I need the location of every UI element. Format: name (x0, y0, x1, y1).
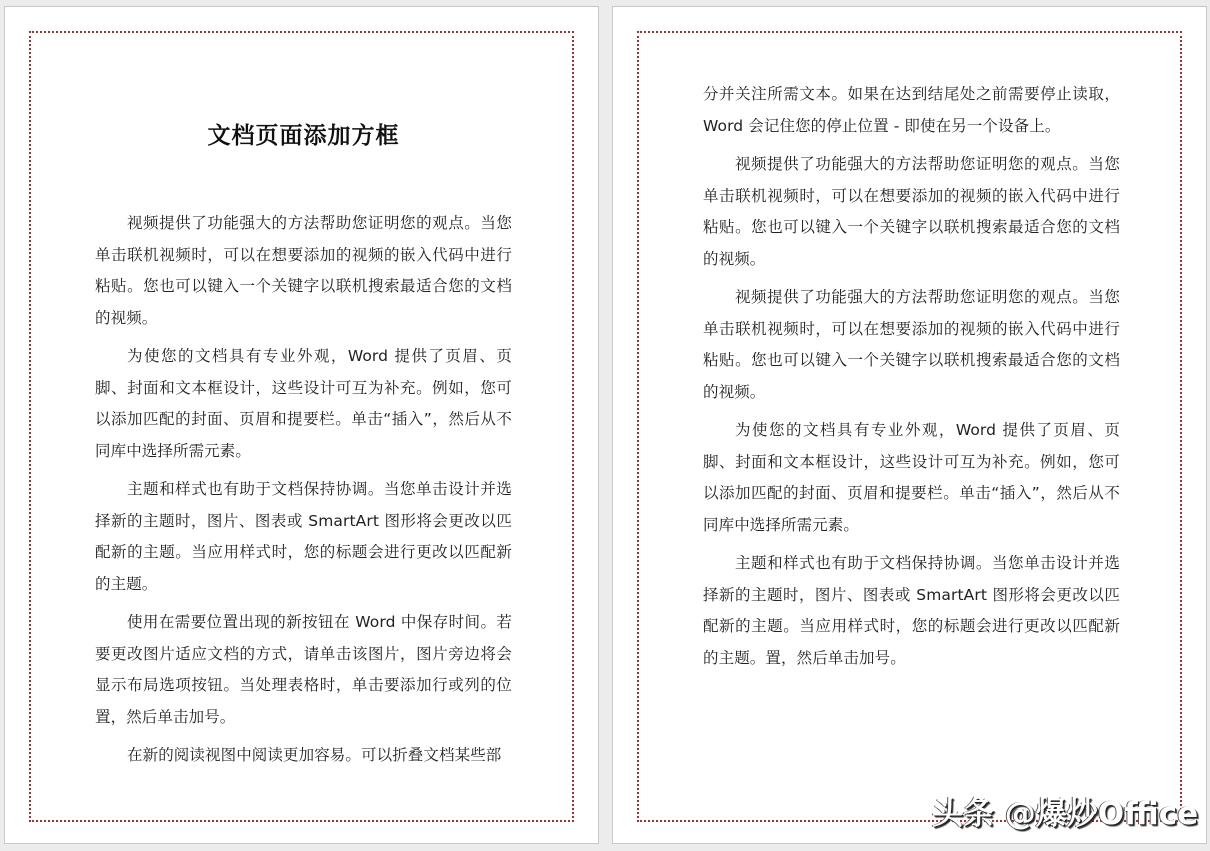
paragraph-continuation: 分并关注所需文本。如果在达到结尾处之前需要停止读取，Word 会记住您的停止位置 - 即使在另一个设备上。 (703, 85, 1120, 135)
paragraph: 视频提供了功能强大的方法帮助您证明您的观点。当您单击联机视频时，可以在想要添加的视频的嵌入代码中进行粘贴。您也可以键入一个关键字以联机搜索最适合您的文档的视频。 (95, 214, 512, 327)
paragraph: 视频提供了功能强大的方法帮助您证明您的观点。当您单击联机视频时，可以在想要添加的视频的嵌入代码中进行粘贴。您也可以键入一个关键字以联机搜索最适合您的文档的视频。 (703, 155, 1120, 268)
paragraph: 主题和样式也有助于文档保持协调。当您单击设计并选择新的主题时，图片、图表或 SmartArt 图形将会更改以匹配新的主题。当应用样式时，您的标题会进行更改以匹配新的主题。置，然后单击加号。 (703, 554, 1120, 667)
paragraph: 在新的阅读视图中阅读更加容易。可以折叠文档某些部 (127, 746, 502, 764)
page-2-content[interactable] (703, 79, 1120, 681)
paragraph: 为使您的文档具有专业外观，Word 提供了页眉、页脚、封面和文本框设计，这些设计可互为补充。例如，您可以添加匹配的封面、页眉和提要栏。单击“插入”，然后从不同库中选择所需元素。 (703, 421, 1120, 534)
document-page-1 (4, 6, 599, 844)
page-1-content[interactable] (95, 117, 512, 779)
watermark-text: 头条 @爆炒Office (932, 796, 1199, 832)
paragraph: 使用在需要位置出现的新按钮在 Word 中保存时间。若要更改图片适应文档的方式，请单击该图片，图片旁边将会显示布局选项按钮。当处理表格时，单击要添加行或列的位置，然后单击加号。 (95, 613, 512, 726)
paragraph: 主题和样式也有助于文档保持协调。当您单击设计并选择新的主题时，图片、图表或 SmartArt 图形将会更改以匹配新的主题。当应用样式时，您的标题会进行更改以匹配新的主题。 (95, 480, 512, 593)
paragraph: 视频提供了功能强大的方法帮助您证明您的观点。当您单击联机视频时，可以在想要添加的视频的嵌入代码中进行粘贴。您也可以键入一个关键字以联机搜索最适合您的文档的视频。 (703, 288, 1120, 401)
paragraph: 为使您的文档具有专业外观，Word 提供了页眉、页脚、封面和文本框设计，这些设计可互为补充。例如，您可以添加匹配的封面、页眉和提要栏。单击“插入”，然后从不同库中选择所需元素。 (95, 347, 512, 460)
document-page-2 (612, 6, 1207, 844)
document-title: 文档页面添加方框 (207, 122, 400, 149)
